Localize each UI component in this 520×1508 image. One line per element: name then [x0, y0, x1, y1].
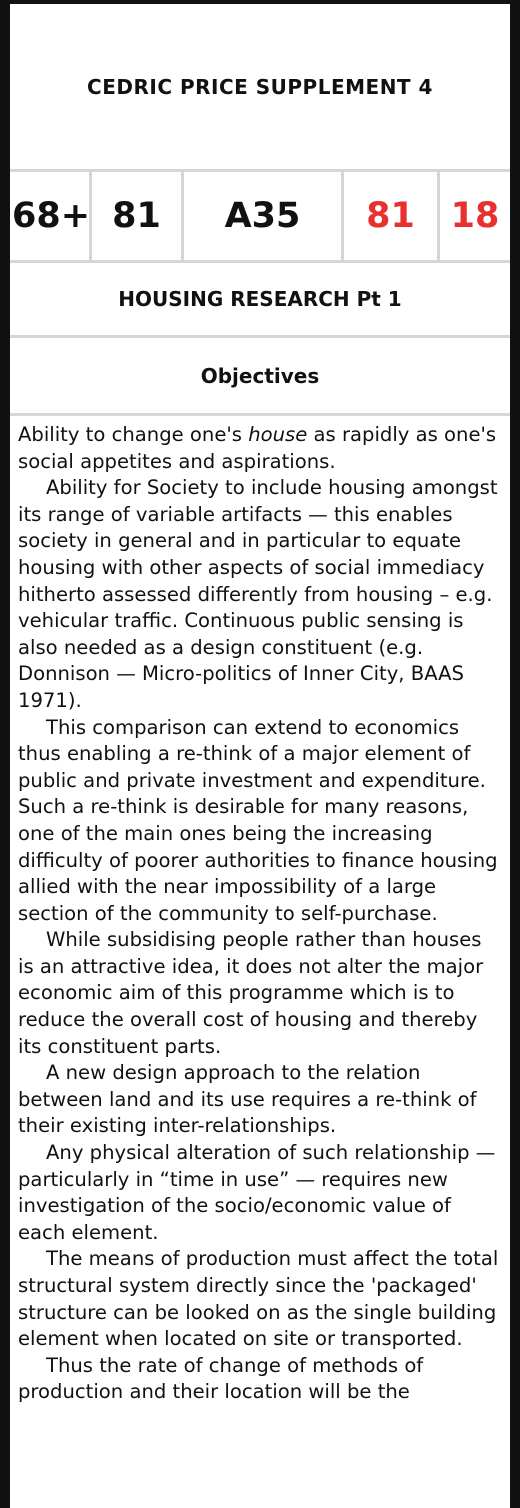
- section-subtitle: [10, 263, 510, 335]
- paragraph-3: This comparison can extend to economics thus enabling a re-think of a major element of public and private investment and expenditure. Such a re-think is desirable for many reasons, one of the main ones being the increasing difficulty of poorer authorities to finance housing allied with the near impossibility of a large section of the community to self-purchase.: [18, 715, 498, 925]
- body-text: [10, 416, 510, 1406]
- document-title: [10, 4, 510, 169]
- paragraph-8: Thus the rate of change of methods of production and their location will be the: [18, 1353, 424, 1404]
- paragraph-2: Ability for Society to include housing amongst its range of variable artifacts — this enables society in general and in particular to equate housing with other aspects of social immediacy hitherto assessed differently from housing – e.g. vehicular traffic. Continuous public sensing is also needed as a design constituent (e.g. Donnison — Micro-politics of Inner City, BAAS 1971).: [18, 476, 498, 712]
- paragraph-5: A new design approach to the relation between land and its use requires a re-think of their existing inter-relationships.: [18, 1061, 477, 1138]
- reference-codes-row: [10, 172, 510, 260]
- reference-code-3: A35: [184, 172, 344, 260]
- objectives-heading: [10, 338, 510, 413]
- document-title-text: CEDRIC PRICE SUPPLEMENT 4: [87, 74, 433, 99]
- paragraph-7: The means of production must affect the total structural system directly since the 'packaged' structure can be looked on as the single building element when located on site or transported.: [18, 1247, 499, 1351]
- objectives-heading-text: Objectives: [200, 363, 320, 388]
- reference-code-5: 18: [450, 196, 500, 236]
- reference-code-2: 81: [92, 172, 184, 260]
- paragraph-1-text-end: as rapidly as one's social appetites and aspirations.: [18, 423, 497, 473]
- paragraph-6: Any physical alteration of such relationship — particularly in “time in use” — requires new investigation of the socio/economic value of each element.: [18, 1141, 496, 1244]
- paragraph-1-text: Ability to change one's: [18, 423, 249, 446]
- reference-code-4: 81: [344, 172, 440, 260]
- paragraph-1: [18, 422, 502, 475]
- paragraph-4: While subsidising people rather than houses is an attractive idea, it does not alter the major economic aim of this programme which is to reduce the overall cost of housing and thereby its constituent parts.: [18, 928, 484, 1058]
- emphasis-house: house: [248, 423, 308, 446]
- reference-code-1: 68+: [10, 172, 92, 260]
- section-subtitle-text: HOUSING RESEARCH Pt 1: [118, 287, 402, 311]
